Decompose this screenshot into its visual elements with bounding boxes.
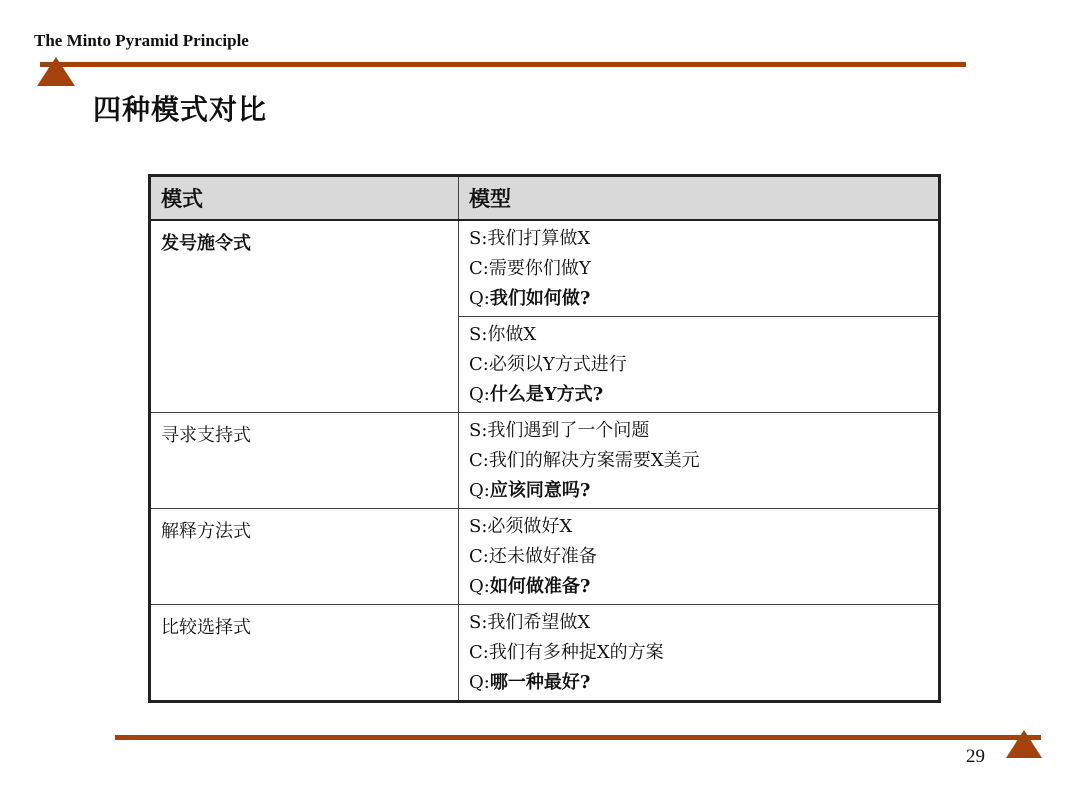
question-prefix: Q: [469, 288, 490, 309]
question-text: 如何做准备? [489, 576, 591, 597]
question-text: 哪一种最好? [489, 672, 591, 693]
table-row [150, 220, 940, 317]
model-cell [459, 509, 940, 605]
complication-line: C:我们有多种捉X的方案 [469, 642, 664, 663]
model-block [469, 221, 928, 316]
bottom-divider [115, 735, 1041, 740]
model-block [469, 413, 928, 508]
question-line [469, 572, 928, 602]
question-line [469, 380, 928, 410]
question-prefix: Q: [469, 480, 490, 501]
situation-line: S:我们遇到了一个问题 [469, 420, 650, 441]
question-prefix: Q: [469, 384, 490, 405]
mode-cell: 解释方法式 [150, 509, 459, 605]
question-line [469, 476, 928, 506]
table-row [150, 509, 940, 605]
model-cell [459, 317, 940, 413]
model-block [469, 605, 928, 700]
question-text: 应该同意吗? [489, 480, 591, 501]
page-number: 29 [966, 746, 985, 767]
table-row [150, 413, 940, 509]
document-header-title: The Minto Pyramid Principle [34, 31, 249, 50]
situation-line: S:我们打算做X [469, 228, 591, 249]
mode-cell: 比较选择式 [150, 605, 459, 702]
column-header-mode: 模式 [150, 176, 459, 221]
model-block [469, 317, 928, 412]
model-cell [459, 220, 940, 317]
model-cell [459, 605, 940, 702]
question-line [469, 284, 928, 314]
complication-line: C:必须以Y方式进行 [469, 354, 627, 375]
mode-cell: 寻求支持式 [150, 413, 459, 509]
pyramid-triangle-icon [1006, 730, 1042, 758]
table-row [150, 605, 940, 702]
situation-line: S:你做X [469, 324, 537, 345]
complication-line: C:需要你们做Y [469, 258, 591, 279]
table-header-row [150, 176, 940, 221]
comparison-table [148, 174, 941, 703]
top-divider [40, 62, 966, 67]
complication-line: C:还未做好准备 [469, 546, 597, 567]
complication-line: C:我们的解决方案需要X美元 [469, 450, 700, 471]
situation-line: S:我们希望做X [469, 612, 591, 633]
model-cell [459, 413, 940, 509]
situation-line: S:必须做好X [469, 516, 573, 537]
slide-title: 四种模式对比 [93, 93, 268, 126]
question-line [469, 668, 928, 698]
question-text: 什么是Y方式? [489, 384, 604, 405]
question-prefix: Q: [469, 576, 490, 597]
mode-cell: 发号施令式 [150, 220, 459, 413]
question-prefix: Q: [469, 672, 490, 693]
model-block [469, 509, 928, 604]
column-header-model: 模型 [459, 176, 940, 221]
question-text: 我们如何做? [489, 288, 591, 309]
